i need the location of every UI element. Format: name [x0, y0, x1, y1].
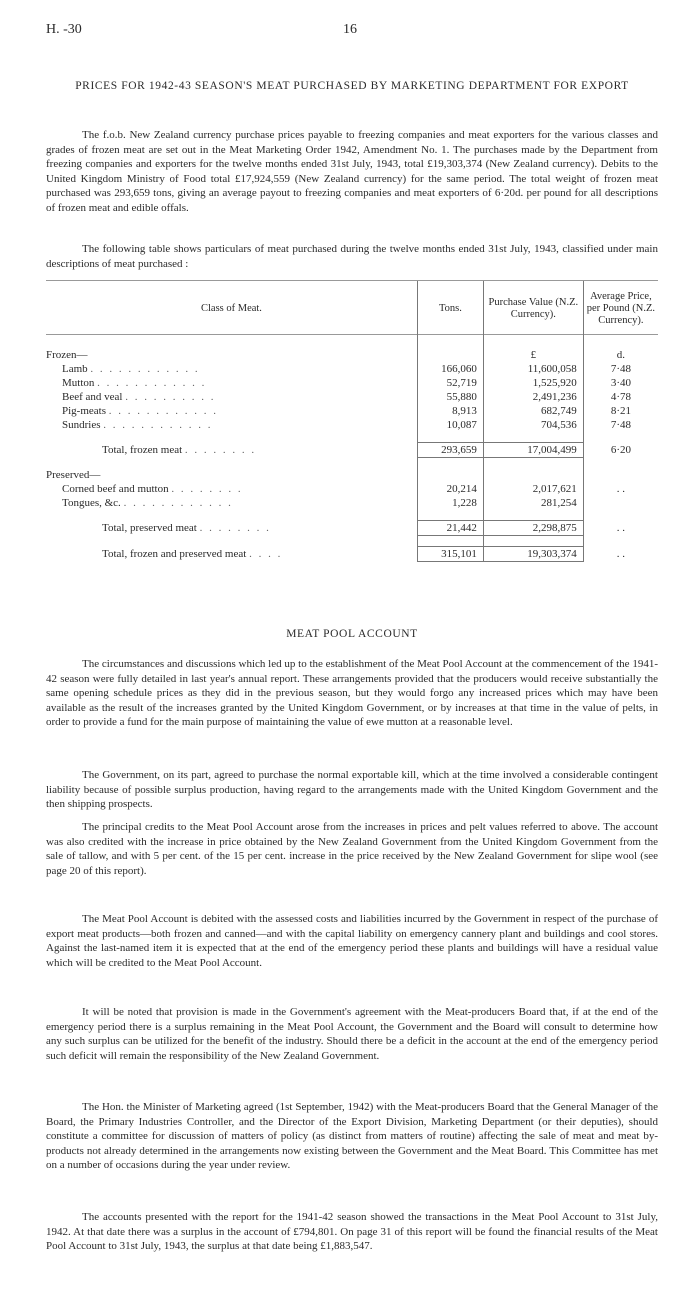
row-label: Lamb [62, 363, 88, 375]
header-class-of-meat: Class of Meat. [200, 303, 262, 314]
header-average-price: Average Price, per Pound (N.Z. Currency). [583, 284, 658, 335]
row-tons: 1,228 [417, 496, 483, 510]
preserved-group-label: Preserved— [46, 469, 101, 481]
grand-total-row: Total, frozen and preserved meat . . . . 315,101 19,303,374 . . [46, 547, 658, 562]
row-avg: . . [583, 482, 658, 496]
header-tons: Tons. [417, 284, 483, 335]
row-value: 1,525,920 [483, 376, 583, 390]
row-avg: 8·21 [583, 404, 658, 418]
pool-paragraph-6: The Hon. the Minister of Marketing agreed (1st September, 1942) with the Meat-producers Board that the General Manager of the Board, the Primary Industries Controller, and the Director of the Export Division, Marketing Department (or their deputies), should constitute a committee for discussion of matters of policy (as distinct from matters of routine) affecting the sale of meat and meat by-products not already determined in the arrangements now existing between the Government and the Meat Board. This Committee has met on a number of occasions during the year under review. [46, 1101, 658, 1172]
total-label: Total, preserved meat [102, 522, 197, 534]
row-value: 704,536 [483, 418, 583, 432]
total-avg: 6·20 [583, 443, 658, 458]
row-tons: 55,880 [417, 390, 483, 404]
preserved-total-row: Total, preserved meat . . . . . . . . 21,442 2,298,875 . . [46, 521, 658, 536]
table-row: Tongues, &c. . . . . . . . . . . . . 1,228 281,254 [46, 496, 658, 510]
table-row: Corned beef and mutton . . . . . . . . 20,214 2,017,621 . . [46, 482, 658, 496]
row-value: 2,491,236 [483, 390, 583, 404]
table-row: Sundries . . . . . . . . . . . . 10,087 704,536 7·48 [46, 418, 658, 432]
total-value: 2,298,875 [483, 521, 583, 536]
pool-paragraph-4: The Meat Pool Account is debited with the assessed costs and liabilities incurred by the Government in respect of the purchase of export meat products—both frozen and canned—and with the capital liability on emergency cannery plant and buildings and cool stores. Against the last-named item it is expected that at the end of the emergency period these plants and buildings will have a residual value which will be credited to the Meat Pool Account. [46, 913, 658, 969]
total-tons: 293,659 [417, 443, 483, 458]
grand-total-avg: . . [583, 547, 658, 562]
pool-paragraph-2: The Government, on its part, agreed to purchase the normal exportable kill, which at the time involved a considerable contingent liability because of possible surplus production, having regard to the arrangements made with the United Kingdom Government and the then shipping prospects. [46, 769, 658, 811]
page-number: 16 [343, 22, 357, 37]
row-avg: 7·48 [583, 418, 658, 432]
table-row: Pig-meats . . . . . . . . . . . . 8,913 682,749 8·21 [46, 404, 658, 418]
row-tons: 52,719 [417, 376, 483, 390]
row-avg: 4·78 [583, 390, 658, 404]
row-tons: 20,214 [417, 482, 483, 496]
meat-purchase-table [46, 280, 658, 562]
row-label: Mutton [62, 377, 95, 389]
row-label: Corned beef and mutton [62, 483, 169, 495]
row-tons: 8,913 [417, 404, 483, 418]
report-reference: H. -30 [46, 22, 82, 37]
row-label: Tongues, &c. [62, 497, 121, 509]
grand-total-tons: 315,101 [417, 547, 483, 562]
row-tons: 10,087 [417, 418, 483, 432]
row-label: Pig-meats [62, 405, 106, 417]
frozen-total-row: Total, frozen meat . . . . . . . . 293,659 17,004,499 6·20 [46, 443, 658, 458]
row-value: 281,254 [483, 496, 583, 510]
prices-section-title: PRICES FOR 1942-43 SEASON'S MEAT PURCHASED BY MARKETING DEPARTMENT FOR EXPORT [75, 80, 629, 92]
pool-paragraph-7: The accounts presented with the report for the 1941-42 season showed the transactions in the Meat Pool Account to 31st July, 1942. At that date there was a surplus in the account of £794,801. On page 31 of this report will be found the financial results of the Meat Pool Account to 31st July, 1943, the surplus at that date being £1,883,547. [46, 1211, 658, 1253]
row-value: 11,600,058 [483, 362, 583, 376]
header-purchase-value: Purchase Value (N.Z. Currency). [483, 284, 583, 335]
table-row: Lamb . . . . . . . . . . . . 166,060 11,600,058 7·48 [46, 362, 658, 376]
table-row: Mutton . . . . . . . . . . . . 52,719 1,525,920 3·40 [46, 376, 658, 390]
pool-paragraph-5: It will be noted that provision is made in the Government's agreement with the Meat-producers Board that, if at the end of the emergency period there is a surplus remaining in the Meat Pool Account, the Government and the Board will consult to determine how any such surplus can be utilized for the benefit of the industry. Should there be a deficit in the account at the end of the emergency period such deficit will remain the responsibility of the New Zealand Government. [46, 1006, 658, 1062]
row-avg: 3·40 [583, 376, 658, 390]
total-label: Total, frozen meat [102, 444, 183, 456]
row-label: Sundries [62, 419, 101, 431]
row-tons: 166,060 [417, 362, 483, 376]
total-tons: 21,442 [417, 521, 483, 536]
row-value: 2,017,621 [483, 482, 583, 496]
table-header-row [46, 284, 658, 335]
pool-paragraph-1: The circumstances and discussions which led up to the establishment of the Meat Pool Account at the commencement of the 1941-42 season were fully detailed in last year's annual report. These arrangements provided that the producers would receive substantially the same opening schedule prices as they did in the previous season, but they would forgo any increased prices which may have been available as the result of the increases granted by the United Kingdom Government, or by increases at that time in the value of pelts, in order to provide a fund for the main purpose of maintaining the value of ewe mutton at a reasonable level. [46, 658, 658, 729]
row-avg [583, 496, 658, 510]
frozen-group-label: Frozen— [46, 349, 88, 361]
grand-total-label: Total, frozen and preserved meat [102, 548, 247, 560]
row-label: Beef and veal [62, 391, 123, 403]
preserved-group-row [46, 468, 658, 482]
table-row: Beef and veal . . . . . . . . . . 55,880 2,491,236 4·78 [46, 390, 658, 404]
value-unit: £ [483, 348, 583, 362]
grand-total-value: 19,303,374 [483, 547, 583, 562]
frozen-group-row [46, 348, 658, 362]
prices-paragraph-2: The following table shows particulars of meat purchased during the twelve months ended 31st July, 1943, classified under main descriptions of meat purchased : [46, 243, 658, 270]
pool-paragraph-3: The principal credits to the Meat Pool Account arose from the increases in prices and pelt values referred to above. The account was also credited with the increase in price obtained by the New Zealand Government from the United Kingdom Government from the sale of tallow, and with 5 per cent. of the 15 per cent. increase in the price received by the New Zealand Government for slipe wool (see page 20 of this report). [46, 821, 658, 877]
total-avg: . . [583, 521, 658, 536]
prices-paragraph-1: The f.o.b. New Zealand currency purchase prices payable to freezing companies and meat exporters for the various classes and grades of frozen meat are set out in the Meat Marketing Order 1942, Amendment No. 1. The purchases made by the Department from freezing companies and exporters for the twelve months ended 31st July, 1943, total £19,303,374 (New Zealand currency). Debits to the United Kingdom Ministry of Food total £17,924,559 (New Zealand currency) for the same period. The total weight of frozen meat purchased was 293,659 tons, giving an average payout to freezing companies and meat exporters of 6·20d. per pound for all descriptions of frozen meat and edible offals. [46, 129, 658, 214]
row-avg: 7·48 [583, 362, 658, 376]
avg-unit: d. [583, 348, 658, 362]
total-value: 17,004,499 [483, 443, 583, 458]
pool-section-title: MEAT POOL ACCOUNT [286, 628, 418, 640]
row-value: 682,749 [483, 404, 583, 418]
